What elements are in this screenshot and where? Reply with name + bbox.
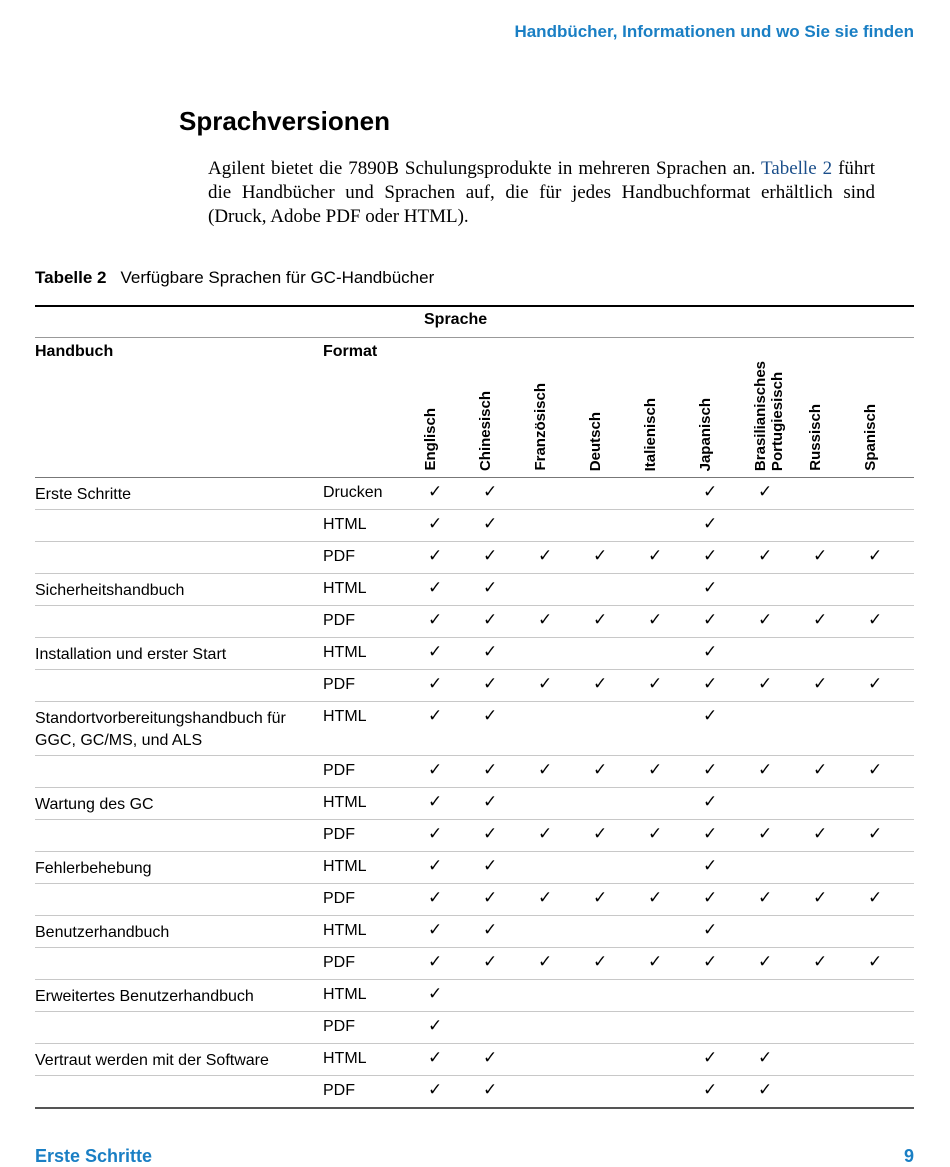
header-divider bbox=[35, 337, 914, 338]
check-icon: ✓ bbox=[483, 674, 498, 693]
table-row bbox=[35, 510, 914, 542]
cell-handbuch: Erweitertes Benutzerhandbuch bbox=[35, 988, 254, 1005]
check-icon: ✓ bbox=[428, 824, 443, 843]
cell-format: PDF bbox=[323, 1018, 355, 1035]
check-icon: ✓ bbox=[538, 760, 553, 779]
check-icon: ✓ bbox=[648, 674, 663, 693]
table-row bbox=[35, 756, 914, 788]
table-row bbox=[35, 820, 914, 852]
table-row bbox=[35, 948, 914, 980]
check-icon: ✓ bbox=[428, 856, 443, 875]
table-row bbox=[35, 884, 914, 916]
check-icon: ✓ bbox=[538, 888, 553, 907]
check-icon: ✓ bbox=[868, 674, 883, 693]
check-icon: ✓ bbox=[428, 920, 443, 939]
cell-handbuch: Installation und erster Start bbox=[35, 646, 227, 663]
check-icon: ✓ bbox=[593, 952, 608, 971]
table-header bbox=[35, 305, 914, 477]
check-icon: ✓ bbox=[538, 610, 553, 629]
cell-format: HTML bbox=[323, 794, 367, 811]
header-language-6: Brasilianisches Portugiesisch bbox=[752, 360, 786, 471]
check-icon: ✓ bbox=[428, 482, 443, 501]
page-number: 9 bbox=[903, 1146, 914, 1166]
check-icon: ✓ bbox=[538, 674, 553, 693]
header-sprache: Sprache bbox=[424, 311, 488, 328]
check-icon: ✓ bbox=[703, 674, 718, 693]
check-icon: ✓ bbox=[868, 546, 883, 565]
table-row bbox=[35, 852, 914, 884]
cell-format: PDF bbox=[323, 676, 355, 693]
header-handbuch: Handbuch bbox=[35, 343, 114, 360]
check-icon: ✓ bbox=[428, 1048, 443, 1067]
check-icon: ✓ bbox=[428, 546, 443, 565]
table-row bbox=[35, 638, 914, 670]
check-icon: ✓ bbox=[648, 888, 663, 907]
cell-format: HTML bbox=[323, 644, 367, 661]
check-icon: ✓ bbox=[648, 760, 663, 779]
check-icon: ✓ bbox=[703, 824, 718, 843]
check-icon: ✓ bbox=[758, 1080, 773, 1099]
table-body bbox=[35, 478, 914, 1109]
check-icon: ✓ bbox=[648, 952, 663, 971]
table-row bbox=[35, 1076, 914, 1109]
check-icon: ✓ bbox=[483, 792, 498, 811]
check-icon: ✓ bbox=[483, 546, 498, 565]
check-icon: ✓ bbox=[868, 888, 883, 907]
table-row bbox=[35, 916, 914, 948]
check-icon: ✓ bbox=[868, 952, 883, 971]
check-icon: ✓ bbox=[428, 706, 443, 725]
check-icon: ✓ bbox=[428, 760, 443, 779]
table-reference-link[interactable]: Tabelle 2 bbox=[761, 158, 833, 179]
check-icon: ✓ bbox=[483, 888, 498, 907]
languages-table bbox=[35, 305, 914, 1099]
check-icon: ✓ bbox=[758, 760, 773, 779]
check-icon: ✓ bbox=[483, 952, 498, 971]
table-row bbox=[35, 788, 914, 820]
check-icon: ✓ bbox=[483, 760, 498, 779]
cell-handbuch: Fehlerbehebung bbox=[35, 860, 152, 877]
check-icon: ✓ bbox=[703, 706, 718, 725]
header-language-8: Spanisch bbox=[862, 404, 879, 471]
cell-format: HTML bbox=[323, 1050, 367, 1067]
cell-handbuch: Wartung des GC bbox=[35, 796, 154, 813]
check-icon: ✓ bbox=[483, 856, 498, 875]
check-icon: ✓ bbox=[483, 578, 498, 597]
check-icon: ✓ bbox=[758, 888, 773, 907]
cell-format: HTML bbox=[323, 922, 367, 939]
check-icon: ✓ bbox=[483, 706, 498, 725]
cell-handbuch: Vertraut werden mit der Software bbox=[35, 1052, 269, 1069]
table-row bbox=[35, 606, 914, 638]
check-icon: ✓ bbox=[483, 482, 498, 501]
cell-handbuch: Standortvorbereitungshandbuch für GGC, GC/MS, und ALS bbox=[35, 710, 286, 749]
header-language-1: Chinesisch bbox=[477, 390, 494, 471]
cell-handbuch: Benutzerhandbuch bbox=[35, 924, 170, 941]
check-icon: ✓ bbox=[428, 1016, 443, 1035]
check-icon: ✓ bbox=[593, 546, 608, 565]
check-icon: ✓ bbox=[868, 760, 883, 779]
check-icon: ✓ bbox=[428, 578, 443, 597]
check-icon: ✓ bbox=[703, 482, 718, 501]
cell-format: PDF bbox=[323, 954, 355, 971]
check-icon: ✓ bbox=[483, 824, 498, 843]
check-icon: ✓ bbox=[703, 888, 718, 907]
check-icon: ✓ bbox=[758, 674, 773, 693]
table-row bbox=[35, 1012, 914, 1044]
header-language-2: Französisch bbox=[532, 383, 549, 471]
check-icon: ✓ bbox=[703, 1048, 718, 1067]
check-icon: ✓ bbox=[428, 952, 443, 971]
table-row bbox=[35, 1044, 914, 1076]
check-icon: ✓ bbox=[758, 546, 773, 565]
section-title: Sprachversionen bbox=[179, 106, 390, 136]
check-icon: ✓ bbox=[813, 824, 828, 843]
check-icon: ✓ bbox=[538, 952, 553, 971]
check-icon: ✓ bbox=[703, 856, 718, 875]
table-row bbox=[35, 574, 914, 606]
cell-format: PDF bbox=[323, 548, 355, 565]
header-language-3: Deutsch bbox=[587, 411, 604, 471]
check-icon: ✓ bbox=[703, 1080, 718, 1099]
check-icon: ✓ bbox=[428, 674, 443, 693]
cell-handbuch: Erste Schritte bbox=[35, 486, 132, 503]
check-icon: ✓ bbox=[703, 642, 718, 661]
table-row bbox=[35, 478, 914, 510]
table-caption bbox=[35, 268, 434, 288]
check-icon: ✓ bbox=[483, 514, 498, 533]
cell-format: PDF bbox=[323, 1082, 355, 1099]
cell-format: PDF bbox=[323, 612, 355, 629]
table-row bbox=[35, 980, 914, 1012]
cell-handbuch: Sicherheitshandbuch bbox=[35, 582, 185, 599]
header-language-4: Italienisch bbox=[642, 397, 659, 471]
running-header: Handbücher, Informationen und wo Sie sie finden bbox=[514, 22, 914, 41]
check-icon: ✓ bbox=[648, 824, 663, 843]
cell-format: HTML bbox=[323, 708, 367, 725]
check-icon: ✓ bbox=[648, 546, 663, 565]
header-format: Format bbox=[323, 343, 378, 360]
check-icon: ✓ bbox=[538, 546, 553, 565]
header-language-7: Russisch bbox=[807, 404, 824, 471]
header-language-5: Japanisch bbox=[697, 397, 714, 471]
cell-format: HTML bbox=[323, 986, 367, 1003]
check-icon: ✓ bbox=[483, 1080, 498, 1099]
intro-paragraph bbox=[208, 157, 875, 229]
check-icon: ✓ bbox=[813, 888, 828, 907]
check-icon: ✓ bbox=[813, 760, 828, 779]
cell-format: PDF bbox=[323, 826, 355, 843]
check-icon: ✓ bbox=[428, 642, 443, 661]
check-icon: ✓ bbox=[483, 610, 498, 629]
check-icon: ✓ bbox=[758, 952, 773, 971]
check-icon: ✓ bbox=[703, 952, 718, 971]
check-icon: ✓ bbox=[813, 610, 828, 629]
cell-format: Drucken bbox=[323, 484, 383, 501]
check-icon: ✓ bbox=[703, 578, 718, 597]
check-icon: ✓ bbox=[868, 610, 883, 629]
check-icon: ✓ bbox=[593, 888, 608, 907]
check-icon: ✓ bbox=[593, 610, 608, 629]
check-icon: ✓ bbox=[483, 920, 498, 939]
check-icon: ✓ bbox=[428, 610, 443, 629]
check-icon: ✓ bbox=[703, 610, 718, 629]
check-icon: ✓ bbox=[428, 888, 443, 907]
check-icon: ✓ bbox=[703, 760, 718, 779]
table-row bbox=[35, 702, 914, 756]
cell-format: HTML bbox=[323, 580, 367, 597]
table-row bbox=[35, 670, 914, 702]
cell-format: HTML bbox=[323, 516, 367, 533]
check-icon: ✓ bbox=[703, 920, 718, 939]
check-icon: ✓ bbox=[593, 674, 608, 693]
check-icon: ✓ bbox=[813, 952, 828, 971]
check-icon: ✓ bbox=[593, 760, 608, 779]
cell-format: HTML bbox=[323, 858, 367, 875]
intro-text-before: Agilent bietet die 7890B Schulungsprodukte in mehreren Sprachen an. bbox=[208, 158, 761, 179]
check-icon: ✓ bbox=[868, 824, 883, 843]
check-icon: ✓ bbox=[648, 610, 663, 629]
footer-title: Erste Schritte bbox=[35, 1146, 153, 1166]
check-icon: ✓ bbox=[758, 824, 773, 843]
check-icon: ✓ bbox=[813, 674, 828, 693]
check-icon: ✓ bbox=[483, 642, 498, 661]
check-icon: ✓ bbox=[428, 1080, 443, 1099]
check-icon: ✓ bbox=[703, 546, 718, 565]
check-icon: ✓ bbox=[538, 824, 553, 843]
check-icon: ✓ bbox=[703, 514, 718, 533]
check-icon: ✓ bbox=[428, 792, 443, 811]
check-icon: ✓ bbox=[813, 546, 828, 565]
check-icon: ✓ bbox=[758, 1048, 773, 1067]
check-icon: ✓ bbox=[593, 824, 608, 843]
cell-format: PDF bbox=[323, 890, 355, 907]
intro-text-after: führt die Handbücher und Sprachen auf, die für jedes Handbuchformat erhältlich sind (Druck, Adobe PDF oder HTML). bbox=[208, 158, 876, 227]
check-icon: ✓ bbox=[703, 792, 718, 811]
cell-format: PDF bbox=[323, 762, 355, 779]
table-caption-number: Tabelle 2 bbox=[35, 268, 107, 287]
check-icon: ✓ bbox=[483, 1048, 498, 1067]
check-icon: ✓ bbox=[758, 482, 773, 501]
check-icon: ✓ bbox=[758, 610, 773, 629]
header-language-0: Englisch bbox=[422, 408, 439, 471]
check-icon: ✓ bbox=[428, 514, 443, 533]
table-caption-text: Verfügbare Sprachen für GC-Handbücher bbox=[120, 268, 435, 287]
check-icon: ✓ bbox=[428, 984, 443, 1003]
table-row bbox=[35, 542, 914, 574]
